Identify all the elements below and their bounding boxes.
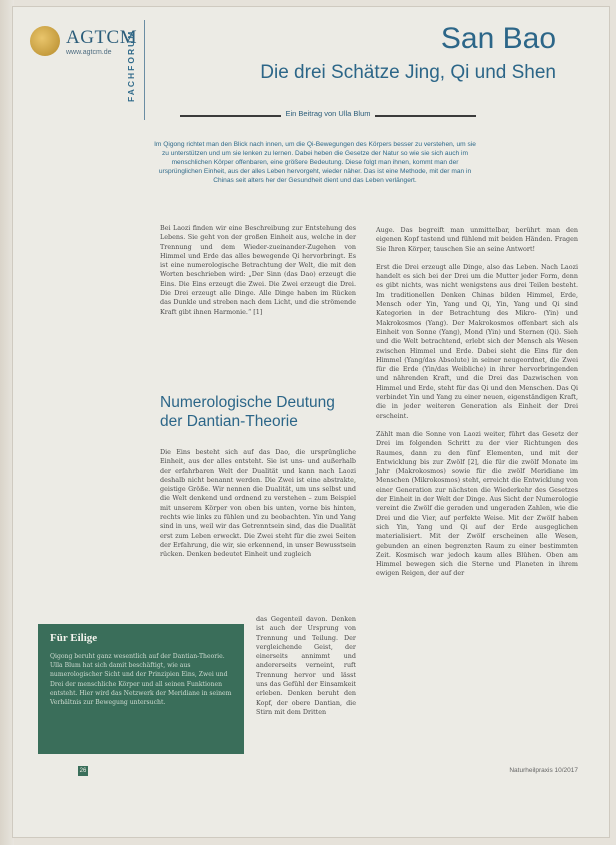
byline-row xyxy=(180,109,476,121)
logo-name: AGTCM xyxy=(66,27,138,48)
section-label: FACHFORUM xyxy=(126,30,136,103)
article-intro: Im Qigong richtet man den Blick nach innen, um die Qi-Bewegungen des Körpers besser zu verstehen, um sie zu unterstützen und um sie lenken zu lernen. Dabei heben die Gesetze der Natur so wie sie sich auch im menschlichen Körper offenbaren, eine größere Bedeutung. Diese folgt man ihnen, kommt man der ursprünglichen Einheit, aus der alles Leben hervorgeht, wieder näher. Das ist eine Methode, mit der man in Chinas seit alters her der Gesundheit dient und das Leben verlängert. xyxy=(154,141,476,184)
right-column xyxy=(376,226,578,588)
paragraph: das Gegenteil davon. Denken ist auch der Ursprung von Trennung und Teilung. Der vergleichende Geist, der einerseits annimmt und andererseits verneint, ruft Trennung hervor und lässt uns das Gefühl der Einsamkeit erleben. Denken beruht den Kopf, der obere Dantian, die Stirn mit dem Dritten xyxy=(256,615,356,716)
logo-emblem-icon xyxy=(30,26,60,56)
paragraph: Zählt man die Sonne von Laozi weiter, führt das Gesetz der Drei im folgenden Schritt zu der vier Richtungen des Raumes, dann zu den fünf Elementen, und mit der Entwicklung bis zur Zwölf [2], die für die zwölf Monate im Jahr (Makrokosmos) sowie für die zwölf Meridiane im Menschen (Mikrokosmos) steht, erreicht die Entwicklung von einer Generation zur nächsten die Wiederkehr des Gesetzes der Einheit in der Welt der Dinge. Aus Sicht der Numerologie vereint die Zwölf die geraden und ungeraden Zahlen, wie die Drei und die Vier, auf perfekte Weise. Mit der Zwölf haben sich Yin, Yang und Qi auf der Erde ausgeglichen materialisiert. Mit der Zwölf erscheinen alle Wesen, gebunden an einen begrenzten Raum zu einer bestimmten Zeit. Kosmisch war jedoch kaum alles Blühen. Oben am Himmel bewegen sich die Sterne und Planeten in ihrem ewigen Reigen, der auf der xyxy=(376,429,578,578)
byline: Ein Beitrag von Ulla Blum xyxy=(281,109,374,118)
issue-footer: Naturheilpraxis 10/2017 xyxy=(509,767,578,774)
left-column-top xyxy=(160,224,356,326)
article-title: San Bao xyxy=(440,22,556,55)
section-heading: Numerologische Deutung der Dantian-Theorie xyxy=(160,394,335,430)
header-divider xyxy=(144,20,145,120)
paragraph: Bei Laozi finden wir eine Beschreibung zur Entstehung des Lebens. Sie geht von der großen Einheit aus, welche in der Trennung und dem Wieder-zueinander-Zugehen von Himmel und Erde das alles bewegende Qi hervorbringt. Es ist eine numerologische Betrachtung der Welt, die mit den Worten beschrieben wird: „Der Sinn (das Dao) erzeugt die Eins. Die Eins erzeugt die Zwei. Die Zwei erzeugt die Drei. Die Drei erzeugt alle Dinge. Alle Dinge haben im Rücken das Dunkle und streben nach dem Licht, und die strömende Kraft gibt ihnen Harmonie.“ [1] xyxy=(160,224,356,316)
paragraph: Die Eins besteht sich auf das Dao, die ursprüngliche Einheit, aus der alles entsteht. Sie ist uns- und außerhalb der erfahrbaren Welt der Dualität und kann nach Laozi deshalb nicht benannt werden. Die Zwei ist eine abstrakte, geistige Größe. Wir nennen die Dualität, um uns selbst und die Welt denkend und ordnend zu verstehen – zum Beispiel mit unserem Körper von oben bis unten, vorne bis hinten, rechts wie links zu fühlen und zu beobachten. Yin und Yang sind in uns, weil wir das Getrenntsein sind, das die Dualität erst zum Leben erweckt. Die Zwei steht für die zwei Seiten der Erfahrung, die wir, sie erkennend, in unser Bewusstsein rücken. Denken bedeutet Einheit und zugleich xyxy=(160,448,356,559)
article-subtitle: Die drei Schätze Jing, Qi und Shen xyxy=(260,62,556,83)
summary-box-title: Für Eilige xyxy=(50,632,98,644)
logo-url: www.agtcm.de xyxy=(66,49,112,56)
paragraph: Auge. Das begreift man unmittelbar, berührt man den eigenen Kopf tastend und fühlend mit beiden Händen. Fragen Sie Ihren Körper, tauschen Sie an seine Antwort! xyxy=(376,226,578,253)
summary-box xyxy=(38,624,244,754)
agtcm-logo xyxy=(30,24,140,64)
left-column-narrow xyxy=(256,615,356,726)
summary-box-text: Qigong beruht ganz wesentlich auf der Dantian-Theorie. Ulla Blum hat sich damit beschäftigt, wie aus numerologischer Sicht und der Prinzipien Eins, Zwei und Drei der menschliche Körper und all seinen Funktionen entsteht. Hier wird das Netzwerk der Meridiane in seinem Verhältnis zur Bewegung untersucht. xyxy=(50,653,232,707)
left-column-bottom xyxy=(160,448,356,569)
page-number: 26 xyxy=(79,768,87,774)
paragraph: Erst die Drei erzeugt alle Dinge, also das Leben. Nach Laozi handelt es sich bei der Drei um die Mutter jeder Form, denn es gibt nichts, was nicht wenigstens aus drei Teilen besteht. Im traditionellen Denken Chinas bilden Himmel, Erde, Mensch oder Yin, Yang und Qi, Yin, Yang und Qi sind Kategorien in der Betrachtung des Mikro- (Yin) und Makrokosmos (Yang). Der Makrokosmos offenbart sich als Einheit von Sonne (Yang), Mond (Yin) und Sternen (Qi). Sieh und die Welt betrachtend, erlebt sich der Mensch als Wesen zwischen Himmel und Erde. Dabei sieht die Eins für den Himmel (Yang/das Absolute) in seiner neugeordnet, die Zwei für die Erde (Yin/das Weibliche) in ihrer hervorbringenden und nährenden Kraft, und die Drei das Dazwischen von Himmel und Erde, steht für das Qi und den Menschen. Das Qi verbindet Yin und Yang zu einer neuen, eigenständigen Kraft, die in jeder weiteren Generation als Einheit der Drei erscheint. xyxy=(376,262,578,420)
